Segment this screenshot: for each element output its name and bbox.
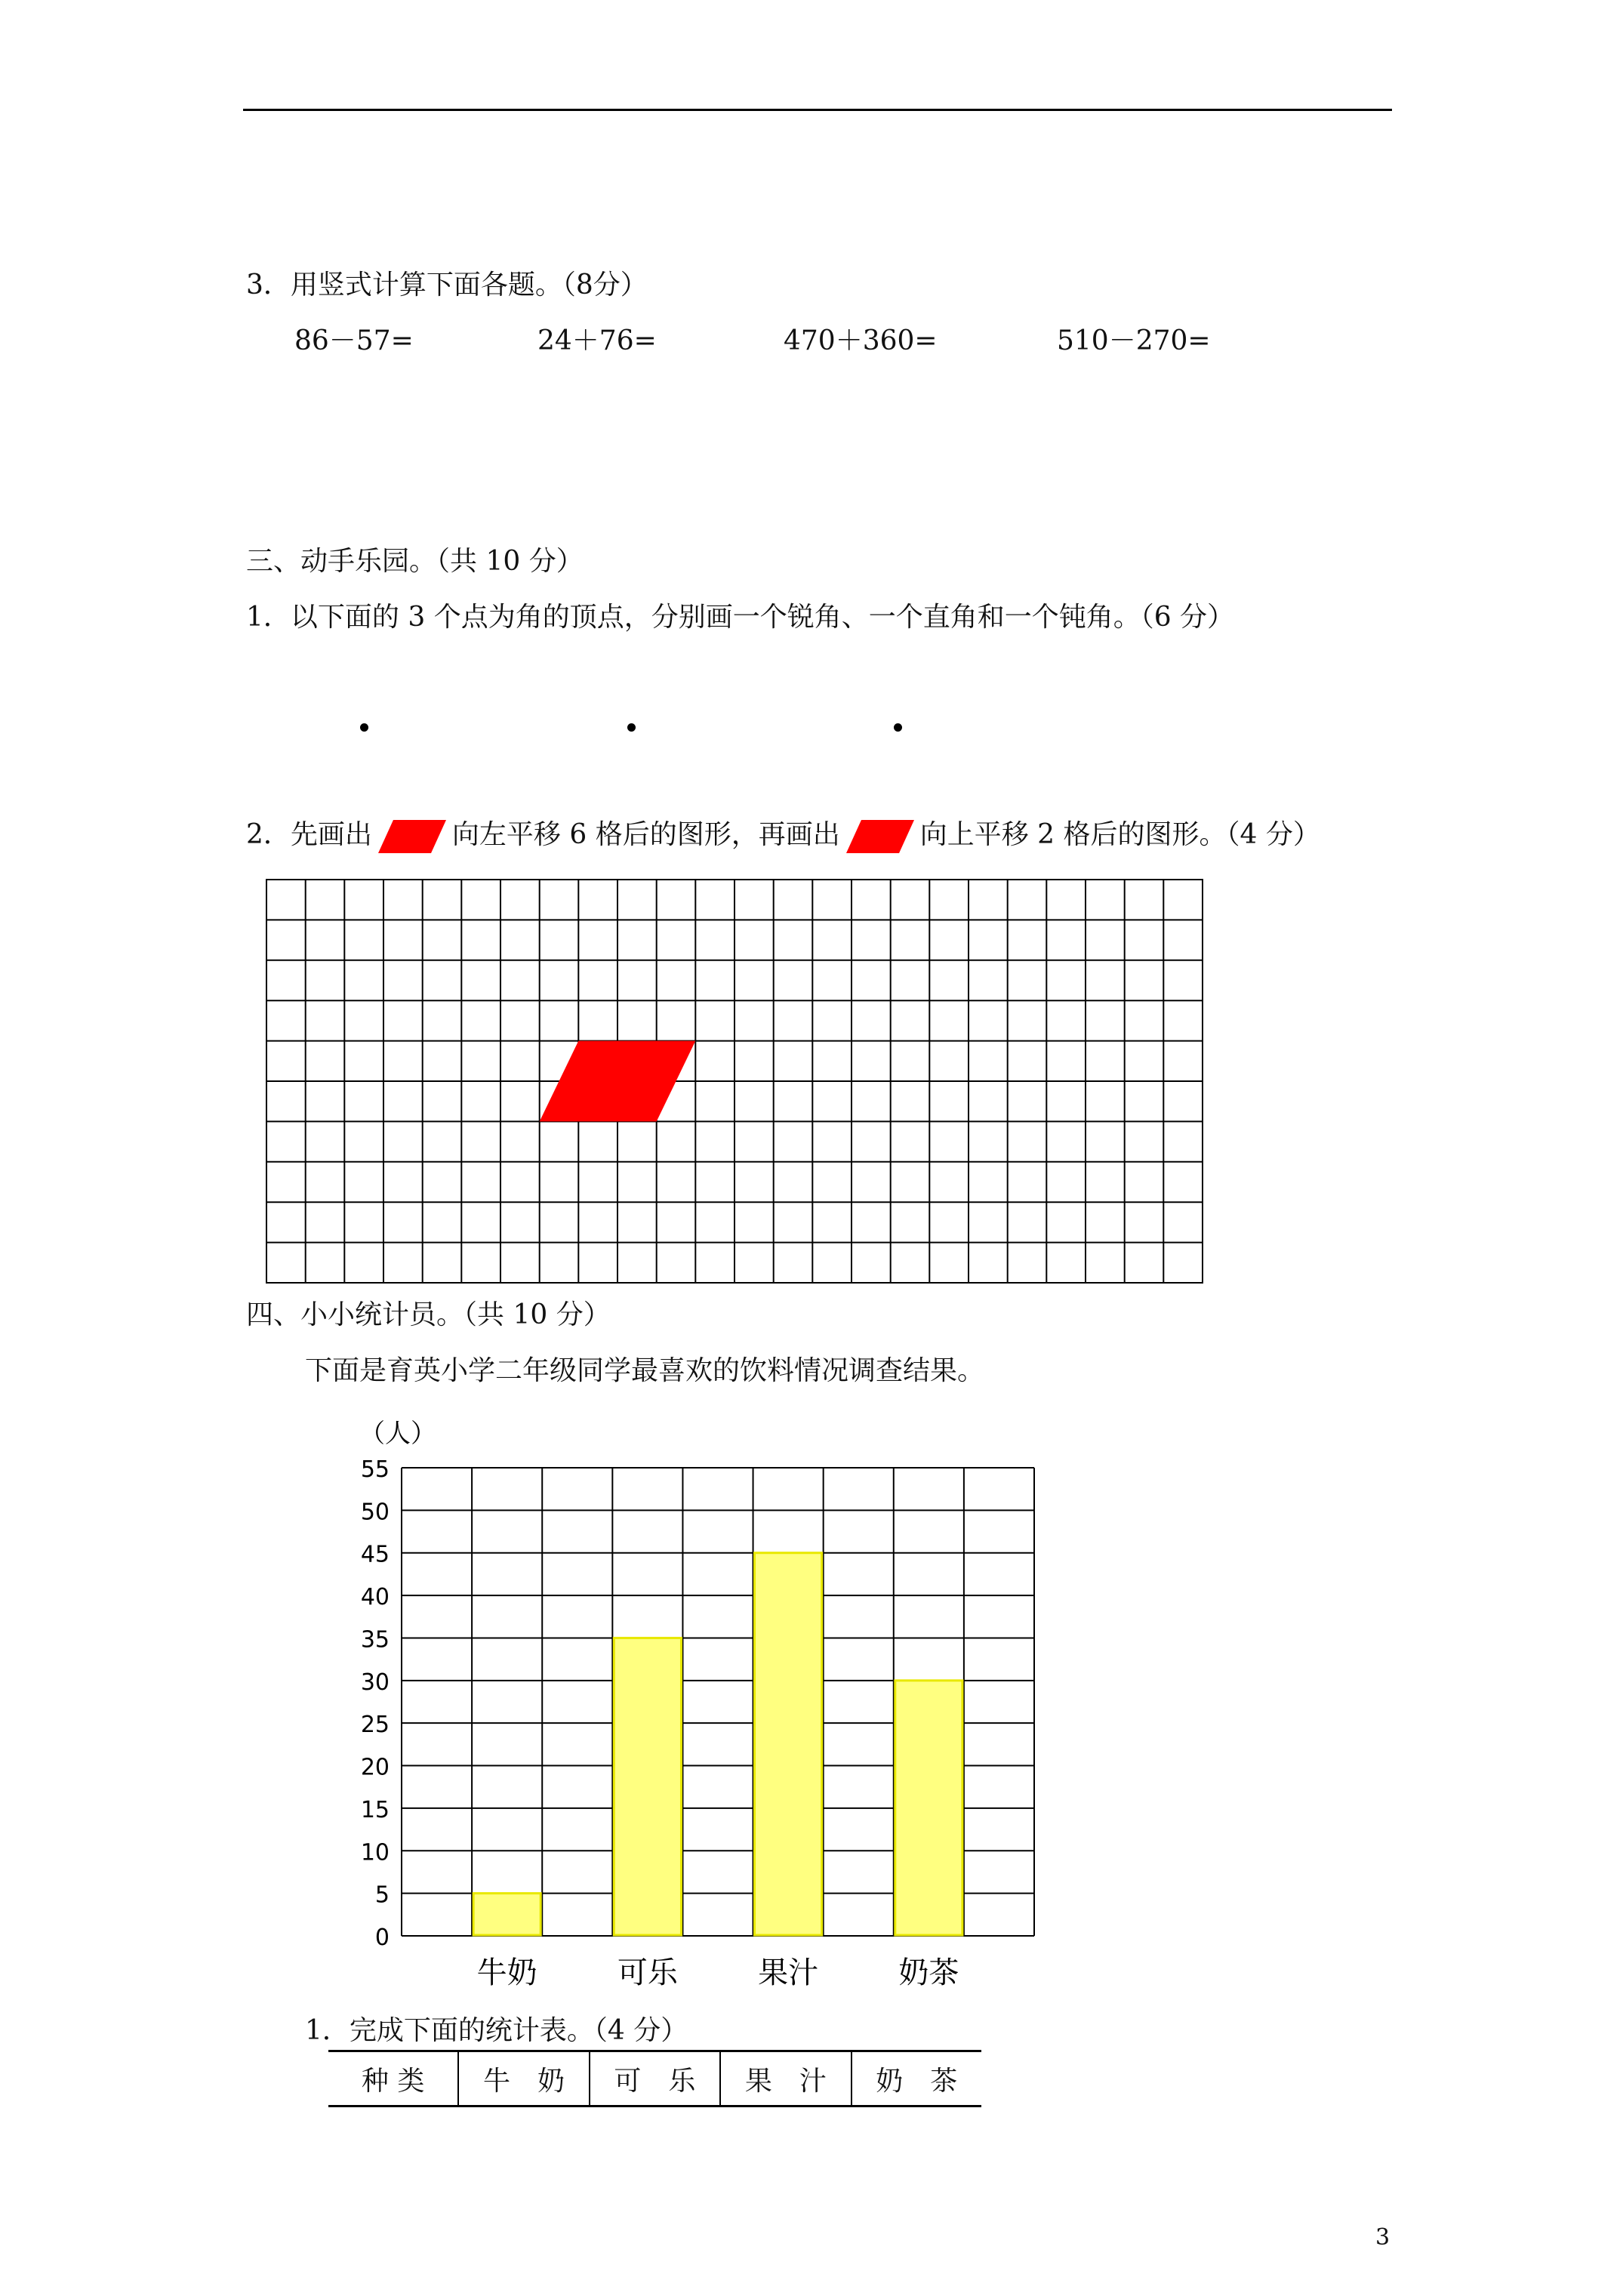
table-row (328, 2051, 981, 2106)
bar (473, 1894, 540, 1935)
y-tick-label: 35 (360, 1626, 390, 1653)
grid-lines (266, 880, 1203, 1283)
y-tick-label: 30 (360, 1669, 390, 1696)
y-tick-label: 45 (360, 1541, 390, 1568)
q2-middle: 向左平移 6 格后的图形，再画出 (451, 819, 840, 850)
category-label: 果汁 (758, 1955, 819, 1986)
y-tick-label: 5 (374, 1881, 390, 1909)
problem-3: 470＋360= (784, 325, 938, 356)
y-tick-label: 15 (360, 1796, 390, 1823)
y-tick-label: 25 (360, 1712, 390, 1739)
category-label: 可乐 (617, 1955, 678, 1986)
part4-intro: 下面是育英小学二年级同学最喜欢的饮料情况调查结果。 (305, 1355, 985, 1386)
bar (614, 1638, 681, 1935)
category-label: 奶茶 (898, 1955, 959, 1986)
q3-heading: 3．用竖式计算下面各题。（8分） (246, 270, 648, 300)
part3-q1: 1．以下面的 3 个点为角的顶点，分别画一个锐角、一个直角和一个钝角。（6 分） (246, 602, 1235, 633)
vertex-dot-2 (627, 723, 636, 732)
q2-suffix: 向上平移 2 格后的图形。（4 分） (919, 819, 1320, 850)
table-cell: 果 汁 (720, 2051, 851, 2106)
problem-4: 510－270= (1057, 325, 1211, 356)
y-tick-label: 10 (360, 1839, 390, 1866)
vertex-dot-3 (894, 723, 902, 732)
category-label: 牛奶 (476, 1955, 537, 1986)
y-tick-label: 55 (360, 1456, 390, 1483)
header-rule (243, 109, 1392, 111)
problem-2: 24＋76= (537, 325, 657, 356)
table-cell: 可 乐 (590, 2051, 720, 2106)
y-axis-label: （人） (359, 1419, 436, 1449)
parallelogram-icon (378, 820, 446, 853)
translation-grid (266, 879, 1203, 1287)
page-number: 3 (1375, 2224, 1390, 2251)
bar (895, 1681, 962, 1935)
q2-prefix: 2．先画出 (246, 819, 372, 850)
table-cell: 牛 奶 (458, 2051, 589, 2106)
statistics-table (328, 2050, 981, 2107)
bar-chart (317, 1412, 1042, 1989)
part4-q1: 1．完成下面的统计表。（4 分） (305, 2015, 688, 2046)
parallelogram-icon (846, 820, 914, 853)
part3-q2 (246, 820, 1320, 853)
part3-heading: 三、动手乐园。（共 10 分） (246, 546, 584, 577)
y-tick-label: 40 (360, 1584, 390, 1611)
table-cell: 种 类 (328, 2051, 458, 2106)
y-tick-label: 50 (360, 1499, 390, 1526)
vertex-dot-1 (360, 723, 368, 732)
table-cell: 奶 茶 (852, 2051, 981, 2106)
bar (755, 1553, 822, 1935)
red-parallelogram (540, 1041, 696, 1122)
y-tick-label: 0 (374, 1925, 390, 1951)
y-tick-label: 20 (360, 1754, 390, 1781)
problem-1: 86－57= (294, 325, 414, 356)
part4-heading: 四、小小统计员。（共 10 分） (246, 1299, 611, 1330)
